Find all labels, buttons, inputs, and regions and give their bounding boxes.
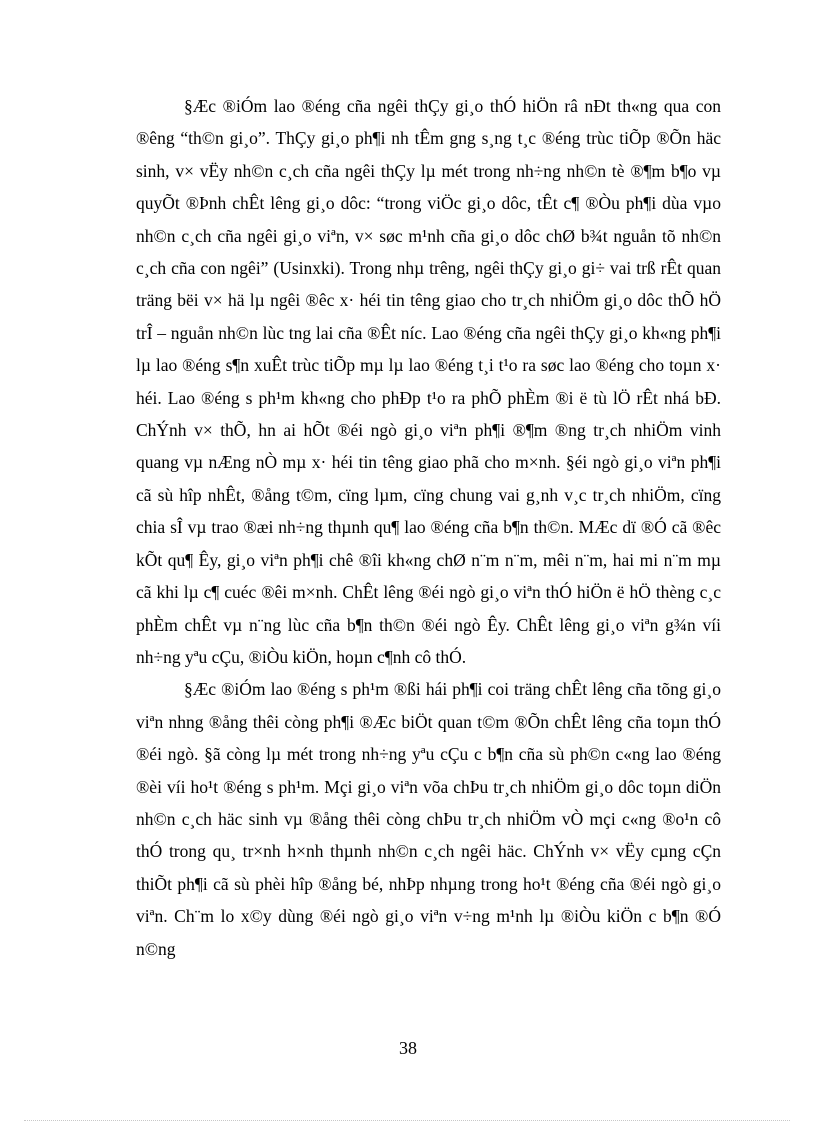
body-text <box>136 90 721 965</box>
page-number: 38 <box>399 1038 417 1058</box>
paragraph-2: §Æc ®iÓm lao ®éng s ph¹m ®ßi hái ph¶i coi träng chÊt lêng cña tõng gi¸o viªn nhng ®ång thêi còng ph¶i ®Æc biÖt quan t©m ®Õn chÊt lêng cña toµn thÓ ®éi ngò. §ã còng lµ mét trong nh÷ng yªu cÇu c b¶n cña sù ph©n c«ng lao ®éng ®èi víi ho¹t ®éng s ph¹m. Mçi gi¸o viªn võa chÞu tr¸ch nhiÖm gi¸o dôc toµn diÖn nh©n c¸ch häc sinh vµ ®ång thêi còng chÞu tr¸ch nhiÖm vÒ mçi c«ng ®o¹n cô thÓ trong qu¸ tr×nh h×nh thµnh nh©n c¸ch ngêi häc. ChÝnh v× vËy cµng cÇn thiÕt ph¶i cã sù phèi hîp ®ång bé, nhÞp nhµng trong ho¹t ®éng cña ®éi ngò gi¸o viªn. Ch¨m lo x©y dùng ®éi ngò gi¸o viªn v÷ng m¹nh lµ ®iÒu kiÖn c b¶n ®Ó n©ng <box>136 679 721 959</box>
paragraph-1: §Æc ®iÓm lao ®éng cña ngêi thÇy gi¸o thÓ hiÖn râ nÐt th«ng qua con ®êng “th©n gi¸o”. ThÇy gi¸o ph¶i nh tÊm gng s¸ng t¸c ®éng trùc tiÕp ®Õn häc sinh, v× vËy nh©n c¸ch cña ngêi thÇy lµ mét trong nh÷ng nh©n tè ®¶m b¶o vµ quyÕt ®Þnh chÊt lêng gi¸o dôc: “trong viÖc gi¸o dôc, tÊt c¶ ®Òu ph¶i dùa vµo nh©n c¸ch cña ngêi gi¸o viªn, v× søc m¹nh cña gi¸o dôc chØ b¾t nguån tõ nh©n c¸ch cña con ngêi” (Usinxki). Trong nhµ trêng, ngêi thÇy gi¸o gi÷ vai trß rÊt quan träng bëi v× hä lµ ngêi ®êc x· héi tin têng giao cho tr¸ch nhiÖm gi¸o dôc thÕ hÖ trÎ – nguån nh©n lùc tng lai cña ®Êt níc. Lao ®éng cña ngêi thÇy gi¸o kh«ng ph¶i lµ lao ®éng s¶n xuÊt trùc tiÕp mµ lµ lao ®éng t¸i t¹o ra søc lao ®éng cho toµn x· héi. Lao ®éng s ph¹m kh«ng cho phÐp t¹o ra phÕ phÈm ®i ë tù lÖ rÊt nhá bÐ. ChÝnh v× thÕ, hn ai hÕt ®éi ngò gi¸o viªn ph¶i ®¶m ®ng tr¸ch nhiÖm vinh quang vµ nÆng nÒ mµ x· héi tin têng giao phã cho m×nh. §éi ngò gi¸o viªn ph¶i cã sù hîp nhÊt, ®ång t©m, cïng lµm, cïng chung vai g¸nh v¸c tr¸ch nhiÖm, cïng chia sÎ vµ trao ®æi nh÷ng thµnh qu¶ lao ®éng cña b¶n th©n. MÆc dï ®Ó cã ®êc kÕt qu¶ Êy, gi¸o viªn ph¶i chê ®îi kh«ng chØ n¨m n¨m, mêi n¨m, hai mi n¨m mµ cã khi lµ c¶ cuéc ®êi m×nh. ChÊt lêng ®éi ngò gi¸o viªn thÓ hiÖn ë hÖ thèng c¸c phÈm chÊt vµ n¨ng lùc cña b¶n th©n ®éi ngò Êy. ChÊt lêng gi¸o viªn g¾n víi nh÷ng yªu cÇu, ®iÒu kiÖn, hoµn c¶nh cô thÓ. <box>136 96 721 667</box>
page-bottom-divider <box>24 1120 790 1121</box>
